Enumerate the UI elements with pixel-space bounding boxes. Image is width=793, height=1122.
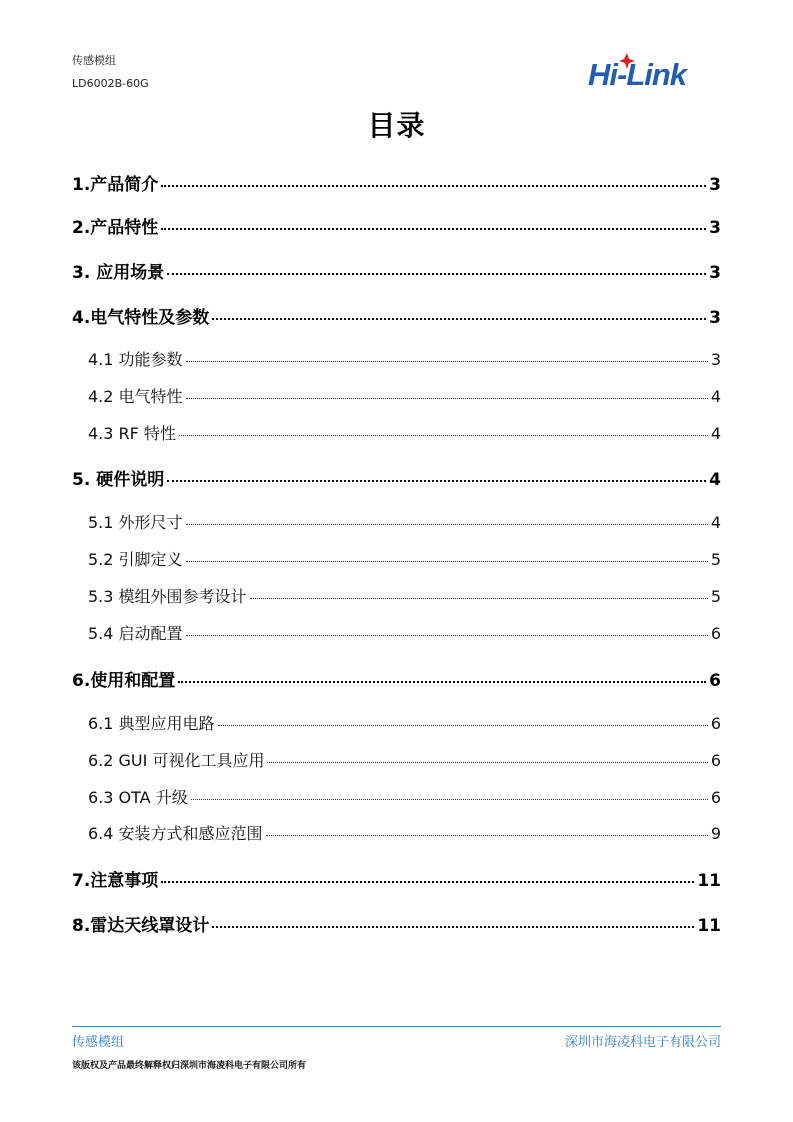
toc-entry[interactable] <box>88 821 721 844</box>
toc-entry-page: 4 <box>710 513 721 532</box>
toc-entry[interactable] <box>88 510 721 533</box>
toc-entry-label: 4.1 功能参数 <box>88 350 183 369</box>
toc-entry[interactable] <box>88 711 721 734</box>
toc-entry-label: 5.2 引脚定义 <box>88 550 183 569</box>
toc-dot-leader <box>186 523 708 525</box>
toc-entry-page: 3 <box>709 218 721 238</box>
copyright-notice: 该版权及产品最终解释权归深圳市海凌科电子有限公司所有 <box>72 1061 307 1071</box>
toc-dot-leader <box>161 227 706 230</box>
toc-dot-leader <box>218 724 708 726</box>
toc-dot-leader <box>167 479 706 482</box>
footer-company: 深圳市海凌科电子有限公司 <box>564 1035 721 1050</box>
toc-entry[interactable] <box>88 621 721 644</box>
toc-entry-page: 6 <box>710 624 721 643</box>
toc-dot-leader <box>186 397 708 399</box>
toc-dot-leader <box>212 317 706 320</box>
toc-entry-page: 6 <box>710 788 721 807</box>
toc-dot-leader <box>186 360 708 362</box>
toc-entry[interactable] <box>88 384 721 407</box>
toc-dot-leader <box>161 880 694 883</box>
toc-entry-page: 5 <box>710 550 721 569</box>
toc-entry-page: 6 <box>710 714 721 733</box>
toc-dot-leader <box>191 798 708 800</box>
toc-entry[interactable] <box>72 911 721 936</box>
toc-entry-label: 5.4 启动配置 <box>88 624 183 643</box>
footer-category: 传感模组 <box>72 1035 125 1050</box>
footer-divider <box>72 1026 721 1027</box>
toc-dot-leader <box>250 597 708 599</box>
hi-link-logo <box>586 52 720 92</box>
toc-entry[interactable] <box>88 547 721 570</box>
toc-entry[interactable] <box>88 347 721 370</box>
svg-text:Hi-Link: Hi-Link <box>588 57 687 92</box>
toc-entry-label: 5.1 外形尺寸 <box>88 513 183 532</box>
toc-entry-label: 6.使用和配置 <box>72 671 176 691</box>
toc-entry[interactable] <box>72 170 721 195</box>
toc-entry[interactable] <box>88 584 721 607</box>
toc-entry[interactable] <box>88 748 721 771</box>
toc-entry-page: 3 <box>709 175 721 195</box>
toc-entry[interactable] <box>72 258 721 283</box>
toc-entry-label: 2.产品特性 <box>72 218 159 238</box>
toc-entry-label: 6.3 OTA 升级 <box>88 788 188 807</box>
toc-entry[interactable] <box>72 213 721 238</box>
toc-dot-leader <box>179 434 708 436</box>
toc-entry-label: 7.注意事项 <box>72 871 159 891</box>
toc-entry-label: 1.产品简介 <box>72 175 159 195</box>
toc-entry-page: 9 <box>710 824 721 843</box>
toc-entry-page: 4 <box>710 387 721 406</box>
header-category: 传感模组 <box>72 54 116 67</box>
toc-entry-label: 5.3 模组外围参考设计 <box>88 587 247 606</box>
toc-entry[interactable] <box>88 421 721 444</box>
toc-entry[interactable] <box>72 666 721 691</box>
toc-entry-page: 11 <box>697 916 721 936</box>
toc-title: 目录 <box>367 109 426 142</box>
toc-dot-leader <box>267 761 707 763</box>
toc-entry-label: 6.2 GUI 可视化工具应用 <box>88 751 265 770</box>
toc-dot-leader <box>212 925 694 928</box>
toc-entry[interactable] <box>72 465 721 490</box>
toc-entry-label: 4.2 电气特性 <box>88 387 183 406</box>
toc-entry-label: 4.电气特性及参数 <box>72 308 210 328</box>
toc-entry-page: 4 <box>709 470 721 490</box>
toc-dot-leader <box>186 634 708 636</box>
toc-entry-page: 3 <box>709 263 721 283</box>
toc-entry[interactable] <box>72 866 721 891</box>
toc-entry-label: 6.4 安装方式和感应范围 <box>88 824 263 843</box>
toc-dot-leader <box>161 184 706 187</box>
toc-entry-label: 4.3 RF 特性 <box>88 424 176 443</box>
toc-entry-page: 5 <box>710 587 721 606</box>
toc-entry-page: 4 <box>710 424 721 443</box>
toc-dot-leader <box>178 680 706 683</box>
toc-dot-leader <box>186 560 708 562</box>
toc-entry-label: 8.雷达天线罩设计 <box>72 916 210 936</box>
toc-entry-label: 3. 应用场景 <box>72 263 165 283</box>
toc-dot-leader <box>266 834 708 836</box>
toc-entry-page: 6 <box>709 671 721 691</box>
header-model: LD6002B-60G <box>72 77 149 90</box>
toc-entry[interactable] <box>72 303 721 328</box>
toc-entry-page: 6 <box>710 751 721 770</box>
toc-entry[interactable] <box>88 785 721 808</box>
toc-entry-label: 5. 硬件说明 <box>72 470 165 490</box>
toc-entry-page: 3 <box>710 350 721 369</box>
toc-entry-page: 3 <box>709 308 721 328</box>
toc-entry-label: 6.1 典型应用电路 <box>88 714 215 733</box>
toc-entry-page: 11 <box>697 871 721 891</box>
toc-dot-leader <box>167 272 706 275</box>
